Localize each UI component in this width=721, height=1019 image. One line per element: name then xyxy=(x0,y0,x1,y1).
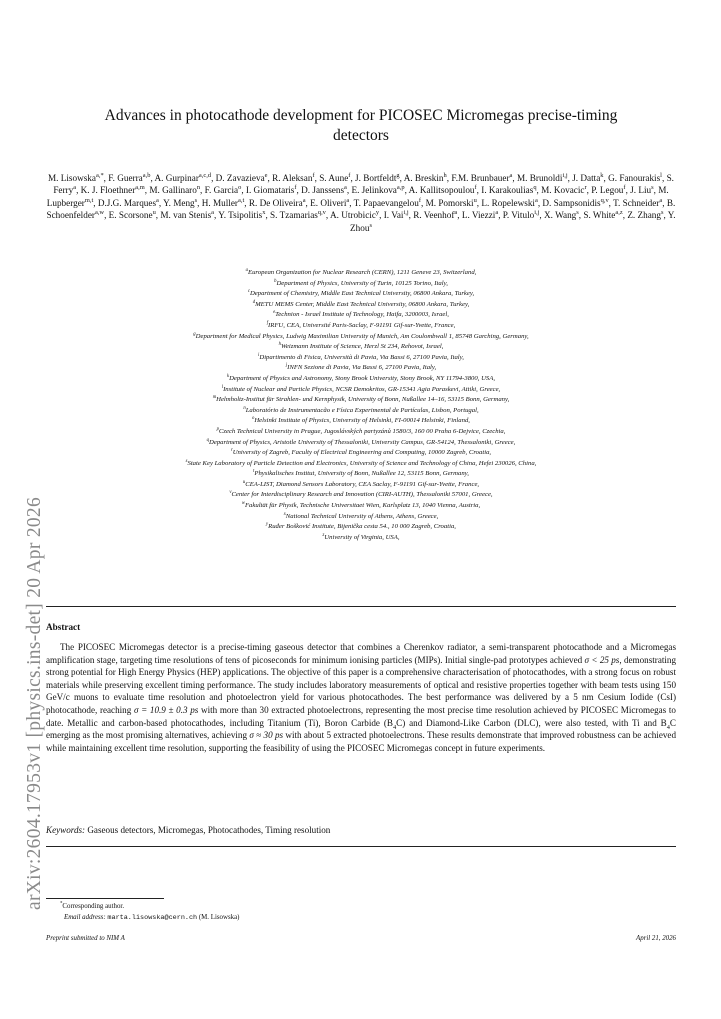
affiliation-mark: b xyxy=(274,278,277,284)
affiliation-mark: n xyxy=(243,405,246,411)
affiliation-item xyxy=(46,289,676,300)
author-affil-mark: f xyxy=(418,196,421,204)
affiliation-text: University of Virginia, USA, xyxy=(324,533,400,541)
affiliation-mark: q xyxy=(206,437,210,443)
preprint-date: April 21, 2026 xyxy=(635,935,676,942)
author-affil-mark: u xyxy=(473,196,477,204)
affiliation-text: Helsinki Institute of Physics, University of Helsinki, FI-00014 Helsinki, Finland, xyxy=(254,417,470,425)
footnote-corresponding: Corresponding author. xyxy=(62,903,125,910)
author-affil-mark: u xyxy=(152,209,156,217)
author-affil-mark: s xyxy=(369,221,372,229)
affiliation-mark: l xyxy=(221,384,224,390)
author-name: , M. Brunoldi xyxy=(512,173,563,183)
title-line-2: detectors xyxy=(333,127,389,144)
author-affil-mark: a xyxy=(344,184,347,192)
author-name: , B. Schoenfelder xyxy=(46,197,676,221)
author-affil-mark: a,m xyxy=(135,184,145,192)
abstract-text: , demonstrating strong potential for High Energy Physics (HEP) applications. The objective of this paper is a comprehensive characterisation of photocathodes, with a strong focus on robust materials while preserving excellent timing performance. The study includes laboratory measurements of optical and resistive properties together with beam tests using 150 GeV/c muons to evaluate time resolution and photoelectron yield for various photocathodes. The best performance was delivered by a 5 nm Cesium Iodide (CsI) photocathode, reaching xyxy=(46,654,677,715)
affiliation-mark: i xyxy=(258,352,260,358)
affiliation-mark: k xyxy=(226,373,230,379)
author-affil-mark: f xyxy=(294,184,297,192)
author-affil-mark: s xyxy=(651,184,654,192)
affiliation-mark: h xyxy=(278,341,281,347)
author-name: , F.M. Brunbauer xyxy=(446,173,510,183)
affiliation-text: Technion - Israel Institute of Technology, Haifa, 3200003, Israel, xyxy=(275,311,449,319)
affiliation-mark: p xyxy=(216,426,219,432)
affiliation-item xyxy=(46,300,676,311)
affiliation-item xyxy=(46,363,676,374)
affiliation-text: Department of Physics, University of Turin, 10125 Torino, Italy, xyxy=(276,279,448,287)
affiliation-text: METU MEMS Center, Middle East Technical University, 06800 Ankara, Turkey, xyxy=(255,300,470,308)
affiliation-text: Department of Chemistry, Middle East Technical University, 06800 Ankara, Turkey, xyxy=(249,290,475,298)
author-name: , Y. Zhou xyxy=(350,210,676,233)
affiliation-item xyxy=(46,395,676,406)
author-affil-mark: a,t xyxy=(237,196,245,204)
abstract-math: σ = 10.9 ± 0.3 ps xyxy=(133,704,199,715)
author-name: , R. De Oliveira xyxy=(244,197,303,208)
author-affil-mark: y xyxy=(375,209,380,217)
author-name: , A. Utrobicic xyxy=(325,210,376,221)
abstract-text: C emerging as the most promising alternatives, achieving xyxy=(46,717,676,741)
author-affil-mark: i,j xyxy=(562,171,568,179)
affiliation-item xyxy=(46,522,676,533)
author-name: M. Lisowska xyxy=(48,173,96,183)
author-name: , M. Kovacic xyxy=(536,185,585,196)
affiliation-mark: r xyxy=(230,447,233,453)
author-name: , E. Jelinkova xyxy=(346,185,397,196)
author-affil-mark: s xyxy=(661,209,664,217)
affiliation-mark: a xyxy=(245,267,248,273)
affiliation-item xyxy=(46,427,676,438)
author-affil-mark: e xyxy=(264,171,268,179)
footnote-mark: * xyxy=(60,901,63,907)
abstract-text: with about 5 extracted photoelectrons. These results demonstrate that improved robustness can be achieved while maintaining excellent time resolution, supporting the feasibility of using the PICOSEC Micromegas concept in future experiments. xyxy=(46,730,676,753)
author-affil-mark: s xyxy=(194,196,198,204)
author-affil-mark: q,v xyxy=(600,196,609,204)
author-name: , E. Oliveri xyxy=(305,197,347,208)
affiliation-mark: g xyxy=(193,331,196,337)
abstract-math: σ ≈ 30 ps xyxy=(249,730,284,741)
author-affil-mark: a,* xyxy=(95,171,104,179)
affiliation-item xyxy=(46,533,676,544)
author-name: , I. Karakoulias xyxy=(476,185,534,196)
title-line-1: Advances in photocathode development for PICOSEC Micromegas precise-timing xyxy=(104,107,618,124)
affiliation-item xyxy=(46,438,676,449)
author-affil-mark: o xyxy=(238,184,242,192)
author-name: , M. Pomorski xyxy=(420,197,474,208)
affiliation-text: Physikalisches Institut, University of Bonn, Nußallee 12, 53115 Bonn, Germany, xyxy=(254,470,469,478)
author-name: , X. Wang xyxy=(539,210,577,221)
affiliation-item xyxy=(46,459,676,470)
affiliation-text: Fakultät für Physik, Technische Universitaet Wien, Karlsplatz 13, 1040 Vienna, Austria, xyxy=(244,502,481,510)
footnote xyxy=(60,901,239,924)
author-name: , R. Veenhof xyxy=(408,210,455,221)
author-affil-mark: a xyxy=(156,196,159,204)
author-name: , T. Papaevangelou xyxy=(349,197,419,208)
subscript: 4 xyxy=(666,723,670,731)
author-name: , D. Janssens xyxy=(296,185,345,196)
author-name: , S. White xyxy=(578,210,616,221)
author-name: , L. Ropelewski xyxy=(476,197,535,208)
abstract-math: σ < 25 ps xyxy=(584,654,620,665)
author-affil-mark: x xyxy=(262,209,266,217)
author-affil-mark: s xyxy=(576,209,579,217)
affiliation-item xyxy=(46,310,676,321)
top-rule xyxy=(46,606,676,607)
affiliation-item xyxy=(46,406,676,417)
author-name: , L. Viezzi xyxy=(457,210,496,221)
affiliation-mark: f xyxy=(266,320,269,326)
affiliation-mark: d xyxy=(252,299,256,305)
author-name: , P. Vitulo xyxy=(498,210,535,221)
author-affil-mark: f xyxy=(348,171,351,179)
author-affil-mark: a xyxy=(659,196,663,204)
affiliation-item xyxy=(46,332,676,343)
author-name: , D. Zavazieva xyxy=(211,173,265,183)
affiliation-item xyxy=(46,342,676,353)
affiliation-text: Department of Physics, Aristotle University of Thessaloniki, University Campus, GR-54124, Thessaloniki, Greece, xyxy=(209,438,516,446)
keywords-text: Gaseous detectors, Micromegas, Photocathodes, Timing resolution xyxy=(87,825,331,835)
author-name: , T. Schneider xyxy=(608,197,660,208)
author-name: , D.J.G. Marques xyxy=(93,197,157,208)
affiliation-mark: c xyxy=(247,288,250,294)
author-name: , S. Ferry xyxy=(53,173,674,196)
author-affil-mark: a,b xyxy=(142,171,151,179)
affiliation-mark: o xyxy=(252,416,255,422)
author-name: , I. Giomataris xyxy=(241,185,295,196)
affiliation-item xyxy=(46,374,676,385)
affiliation-mark: j xyxy=(285,363,288,369)
affiliation-item xyxy=(46,512,676,523)
author-name: , M. van Stenis xyxy=(155,210,212,221)
affiliation-text: Department for Medical Physics, Ludwig Maximilian University of Munich, Am Coulombwall 1, 85748 Garching, Germany, xyxy=(195,332,529,340)
author-name: , F. Garcia xyxy=(200,185,239,196)
affiliation-text: Institute of Nuclear and Particle Physics, NCSR Demokritos, GR-15341 Agia Paraskevi, Attiki, Greece, xyxy=(223,385,501,393)
author-affil-mark: r xyxy=(584,184,587,192)
author-name: , H. Muller xyxy=(197,197,238,208)
author-name: , D. Sampsonidis xyxy=(537,197,601,208)
preprint-note: Preprint submitted to NIM A xyxy=(46,935,125,942)
author-affil-mark: a xyxy=(211,209,215,217)
affiliation-mark: t xyxy=(253,469,255,475)
author-name: , E. Scorsone xyxy=(104,210,153,221)
email-label: Email address: xyxy=(64,914,106,921)
affiliation-text: Weizmann Institute of Science, Herzl St 234, Rehovot, Israel, xyxy=(280,343,444,351)
affiliation-mark: m xyxy=(212,394,217,400)
affiliation-text: Dipartimento di Fisica, Università di Pavia, Via Bassi 6, 27100 Pavia, Italy, xyxy=(259,353,464,361)
author-name: , R. Aleksan xyxy=(267,173,313,183)
author-affil-mark: f xyxy=(623,184,626,192)
author-affil-mark: k xyxy=(600,171,604,179)
abstract-text: C) and Diamond-Like Carbon (DLC), were also tested, with Ti and B xyxy=(396,717,667,728)
affiliation-text: University of Zagreb, Faculty of Electrical Engineering and Computing, 10000 Zagreb, Croatia, xyxy=(232,449,492,457)
affiliation-text: State Key Laboratory of Particle Detection and Electronics, University of Science and Technology of China, Hefei 230026, China, xyxy=(187,459,537,467)
bottom-rule xyxy=(46,846,676,847)
author-name: , G. Fanourakis xyxy=(603,173,661,183)
author-name: , J. Liu xyxy=(625,185,652,196)
affiliation-text: INFN Sezione di Pavia, Via Bassi 6, 27100 Pavia, Italy, xyxy=(287,364,437,372)
author-affil-mark: m,t xyxy=(84,196,94,204)
affiliation-text: Center for Interdisciplinary Research and Innovation (CIRI-AUTH), Thessaloniki 57001, Greece, xyxy=(231,491,493,499)
author-affil-mark: a xyxy=(73,184,77,192)
affiliation-text: Department of Physics and Astronomy, Stony Brook University, Stony Brook, NY 11794-3800, USA, xyxy=(229,374,495,382)
author-name: , J. Bortfeldt xyxy=(350,173,397,183)
affiliation-mark: z xyxy=(322,532,325,538)
affiliation-mark: w xyxy=(241,500,245,506)
author-name: , F. Guerra xyxy=(103,173,143,183)
footnote-rule xyxy=(46,898,164,899)
affiliation-item xyxy=(46,353,676,364)
affiliation-mark: e xyxy=(273,310,276,316)
author-affil-mark: f xyxy=(474,184,477,192)
author-name: , J. Datta xyxy=(567,173,601,183)
affiliation-text: Ruđer Bošković Institute, Bijenička cesta 54., 10 000 Zagreb, Croatia, xyxy=(268,523,456,531)
paper-title xyxy=(46,106,676,146)
author-affil-mark: l xyxy=(660,171,662,179)
email-address[interactable]: marta.lisowska@cern.ch xyxy=(107,914,198,922)
author-name: , S. Aune xyxy=(314,173,349,183)
author-affil-mark: a xyxy=(346,196,350,204)
affiliation-text: Laboratório de Instrumentacão e Física Experimental de Partículas, Lisbon, Portugal, xyxy=(245,406,479,414)
author-affil-mark: a xyxy=(454,209,458,217)
author-name: , Y. Meng xyxy=(158,197,195,208)
affiliation-mark: x xyxy=(283,511,286,517)
author-affil-mark: q xyxy=(533,184,537,192)
author-name: , Z. Zhang xyxy=(622,210,661,221)
affiliation-text: National Technical University of Athens, Athens, Greece, xyxy=(285,512,439,520)
affiliation-item xyxy=(46,469,676,480)
affiliation-mark: y xyxy=(266,522,269,528)
author-affil-mark: a xyxy=(509,171,513,179)
affiliation-item xyxy=(46,268,676,279)
author-name: , P. Legou xyxy=(586,185,624,196)
author-affil-mark: n xyxy=(196,184,201,192)
author-name: , A. Breskin xyxy=(399,173,444,183)
author-affil-mark: i,j xyxy=(403,209,409,217)
author-name: , I. Vai xyxy=(379,210,404,221)
affiliation-list xyxy=(46,268,676,543)
author-name: , S. Tzamarias xyxy=(265,210,318,221)
abstract-body xyxy=(46,641,676,754)
author-affil-mark: a,w xyxy=(94,209,105,217)
author-affil-mark: a xyxy=(302,196,306,204)
author-name: , Y. Tsipolitis xyxy=(214,210,263,221)
author-affil-mark: a,p xyxy=(396,184,405,192)
author-affil-mark: q,v xyxy=(317,209,326,217)
affiliation-item xyxy=(46,279,676,290)
affiliation-text: IRFU, CEA, Université Paris-Saclay, F-91191 Gif-sur-Yvette, France, xyxy=(268,321,456,329)
author-affil-mark: h xyxy=(443,171,447,179)
author-affil-mark: f xyxy=(312,171,315,179)
affiliation-item xyxy=(46,480,676,491)
affiliation-text: Czech Technical University in Prague, Jugoslávských partyzánů 1580/3, 160 00 Praha 6-Dejvice, Czechia, xyxy=(218,427,506,435)
author-name: , M. Lupberger xyxy=(46,185,669,208)
affiliation-item xyxy=(46,501,676,512)
arxiv-side-stamp: arXiv:2604.17953v1 [physics.ins-det] 20 Apr 2026 xyxy=(24,496,45,910)
affiliation-item xyxy=(46,385,676,396)
affiliation-text: European Organization for Nuclear Research (CERN), 1211 Geneve 23, Switzerland, xyxy=(248,269,477,276)
abstract-heading: Abstract xyxy=(46,622,81,632)
author-affil-mark: g xyxy=(396,171,400,179)
author-affil-mark: a,z xyxy=(615,209,623,217)
affiliation-text: Helmholtz-Institut für Strahlen- und Kernphysik, University of Bonn, Nußallee 14–16, 53115 Bonn, Germany, xyxy=(216,396,510,404)
abstract-text: with more than 30 extracted photoelectrons, representing the most precise time resolution achieved by PICOSEC Micromegas to date. Metallic and carbon-based photocathodes, including Titanium (Ti), Boron Carbide (B xyxy=(46,704,676,728)
affiliation-mark: u xyxy=(242,479,246,485)
affiliation-item xyxy=(46,416,676,427)
author-name: , K. J. Floethner xyxy=(76,185,136,196)
keywords xyxy=(46,825,676,835)
author-affil-mark: i,j xyxy=(534,209,540,217)
author-affil-mark: a xyxy=(495,209,499,217)
author-affil-mark: a xyxy=(534,196,538,204)
author-list xyxy=(46,172,676,234)
affiliation-text: CEA-LIST, Diamond Sensors Laboratory, CEA Saclay, F-91191 Gif-sur-Yvette, France, xyxy=(245,480,480,488)
affiliation-item xyxy=(46,321,676,332)
affiliation-mark: v xyxy=(229,490,232,496)
author-affil-mark: a,c,d xyxy=(198,171,212,179)
author-name: , A. Gurpinar xyxy=(150,173,199,183)
subscript: 4 xyxy=(392,723,397,731)
keywords-label: Keywords: xyxy=(46,825,86,835)
email-owner: (M. Lisowska) xyxy=(198,914,240,921)
affiliation-mark: s xyxy=(185,458,188,464)
author-name: , A. Kallitsopoulou xyxy=(404,185,475,196)
affiliation-item xyxy=(46,490,676,501)
author-name: , M. Gallinaro xyxy=(144,185,197,196)
affiliation-item xyxy=(46,448,676,459)
abstract-text: The PICOSEC Micromegas detector is a precise-timing gaseous detector that combines a Cherenkov radiator, a semi-transparent photocathode and a Micromegas amplification stage, targeting time resolutions of tens of picoseconds for minimum ionising particles (MIPs). Initial single-pad prototypes achieved xyxy=(46,642,676,665)
